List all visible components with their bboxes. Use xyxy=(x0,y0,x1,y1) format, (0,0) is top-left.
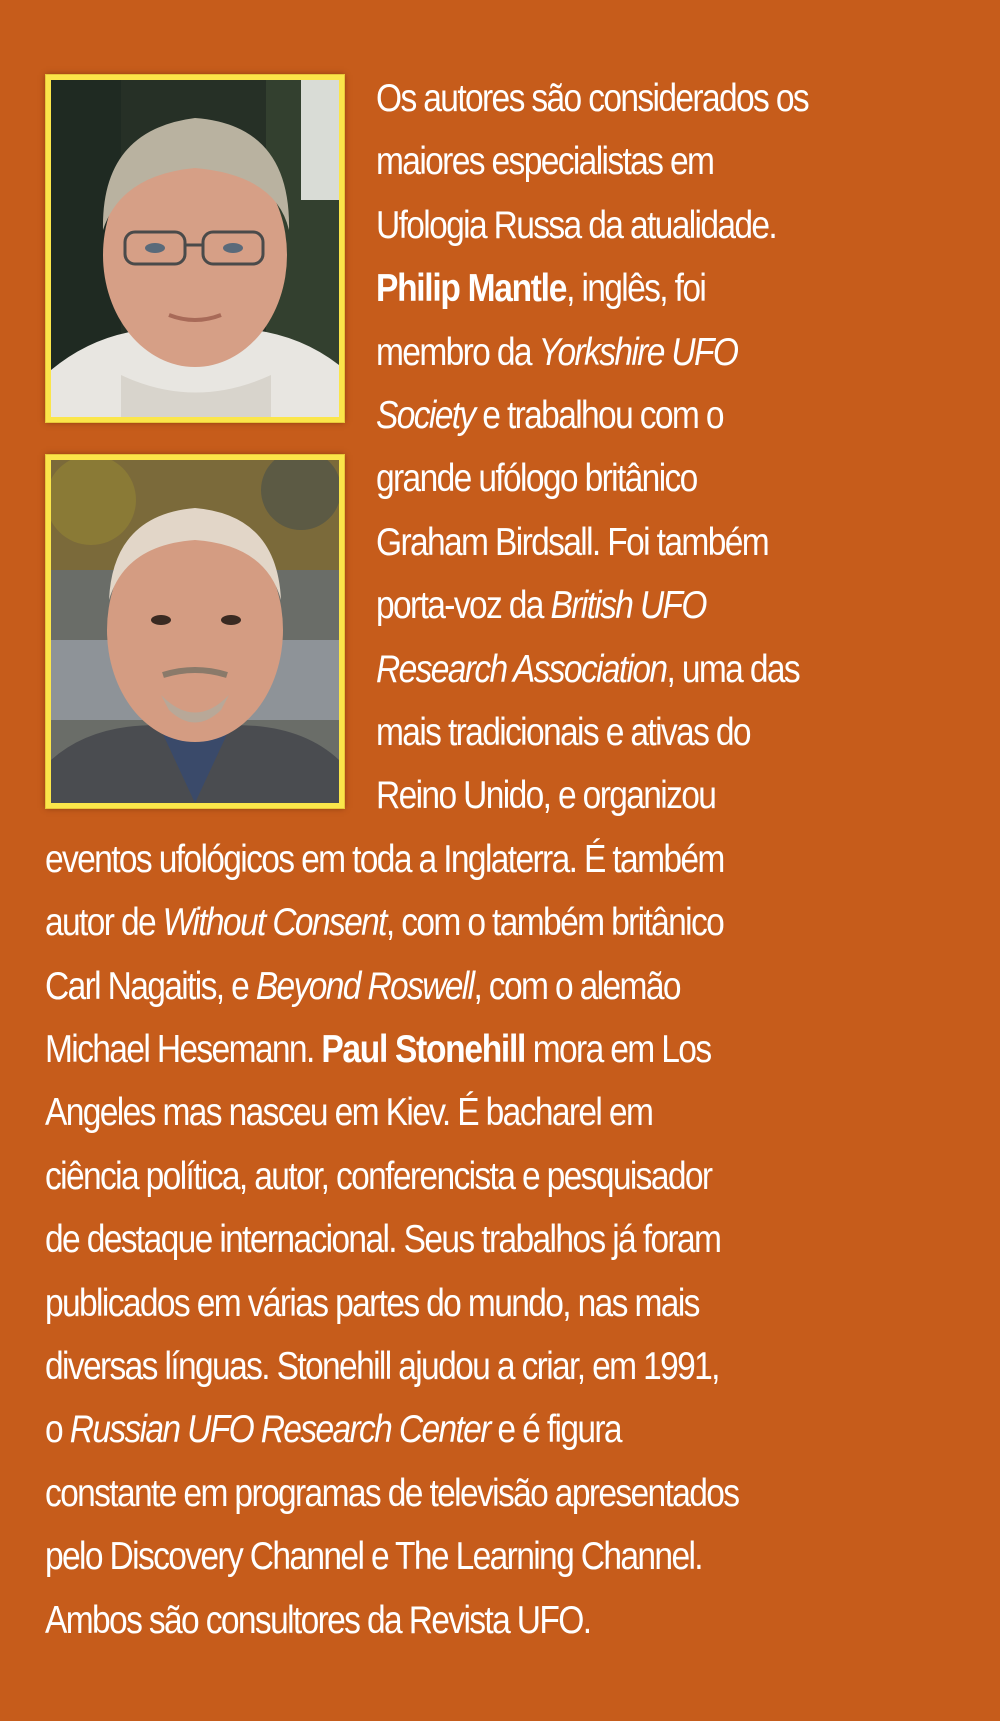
author-name: Paul Stonehill xyxy=(321,1028,526,1071)
text-run: e trabalhou com o xyxy=(474,394,723,437)
text-run: , com o também britânico xyxy=(385,901,724,945)
text-run: Michael Hesemann. xyxy=(45,1028,322,1071)
bio-line-11 xyxy=(376,702,750,764)
bio-line-12 xyxy=(376,765,715,827)
text-run: pelo Discovery Channel e The Learning Channel. xyxy=(45,1535,702,1579)
text-run: o xyxy=(45,1408,70,1452)
bio-line-21 xyxy=(45,1336,719,1398)
italic-title: Beyond Roswell xyxy=(255,964,474,1008)
text-run: publicados em várias partes do mundo, nas mais xyxy=(45,1281,699,1325)
bio-line-1 xyxy=(376,68,808,130)
text-run: , uma das xyxy=(666,647,800,691)
text-run: Os autores são considerados os xyxy=(376,77,808,120)
text-run: , inglês, foi xyxy=(566,267,706,311)
text-run: membro da xyxy=(376,330,539,374)
author-name: Philip Mantle xyxy=(376,267,567,311)
text-run: Ufologia Russa da atualidade. xyxy=(376,203,777,247)
text-run: Reino Unido, e organizou xyxy=(376,774,716,818)
portrait-image-1 xyxy=(51,80,339,417)
paul-stonehill-photo xyxy=(46,455,344,808)
text-run: grande ufólogo britânico xyxy=(376,457,697,501)
bio-line-6 xyxy=(376,385,723,447)
philip-mantle-photo xyxy=(46,75,344,422)
bio-line-20 xyxy=(45,1273,699,1335)
text-run: de destaque internacional. Seus trabalhos já foram xyxy=(45,1218,721,1262)
italic-title: Research Association xyxy=(376,647,667,691)
bio-line-2 xyxy=(376,131,713,193)
bio-line-14 xyxy=(45,892,723,954)
bio-line-25 xyxy=(45,1590,590,1652)
text-run: eventos ufológicos em toda a Inglaterra. É também xyxy=(45,837,724,881)
italic-title: Without Consent xyxy=(162,901,386,945)
bio-line-17 xyxy=(45,1082,652,1144)
bio-line-4 xyxy=(376,258,705,320)
bio-line-16 xyxy=(45,1019,710,1081)
bio-line-13 xyxy=(45,829,724,891)
text-run: constante em programas de televisão apresentados xyxy=(45,1471,739,1515)
bio-line-9 xyxy=(376,575,706,637)
text-run: ciência política, autor, conferencista e pesquisador xyxy=(45,1154,712,1198)
bio-line-18 xyxy=(45,1146,711,1208)
text-run: Angeles mas nasceu em Kiev. É bacharel em xyxy=(45,1091,653,1135)
text-run: diversas línguas. Stonehill ajudou a criar, em 1991, xyxy=(45,1345,719,1388)
text-run: maiores especialistas em xyxy=(376,140,714,184)
bio-line-23 xyxy=(45,1463,738,1525)
text-run: Carl Nagaitis, e xyxy=(45,964,256,1008)
text-run: e é figura xyxy=(489,1408,621,1452)
text-run: porta-voz da xyxy=(376,584,551,628)
bio-line-5 xyxy=(376,322,737,384)
bio-line-10 xyxy=(376,639,799,701)
bio-line-19 xyxy=(45,1209,720,1271)
text-run: Ambos são consultores da Revista UFO. xyxy=(45,1598,591,1642)
portrait-image-2 xyxy=(51,460,339,803)
bio-line-8 xyxy=(376,512,768,574)
text-run: mora em Los xyxy=(525,1028,711,1071)
bio-line-24 xyxy=(45,1526,702,1588)
text-run: autor de xyxy=(45,901,163,945)
bio-line-3 xyxy=(376,195,776,257)
italic-title: Society xyxy=(376,394,475,437)
text-run: Graham Birdsall. Foi também xyxy=(376,520,769,564)
italic-title: British UFO xyxy=(550,584,706,628)
text-run: , com o alemão xyxy=(473,964,680,1008)
bio-line-15 xyxy=(45,956,680,1018)
italic-title: Russian UFO Research Center xyxy=(69,1408,490,1452)
text-run: mais tradicionais e ativas do xyxy=(376,711,750,754)
bio-line-22 xyxy=(45,1399,621,1461)
bio-line-7 xyxy=(376,448,697,510)
italic-title: Yorkshire UFO xyxy=(538,330,738,374)
